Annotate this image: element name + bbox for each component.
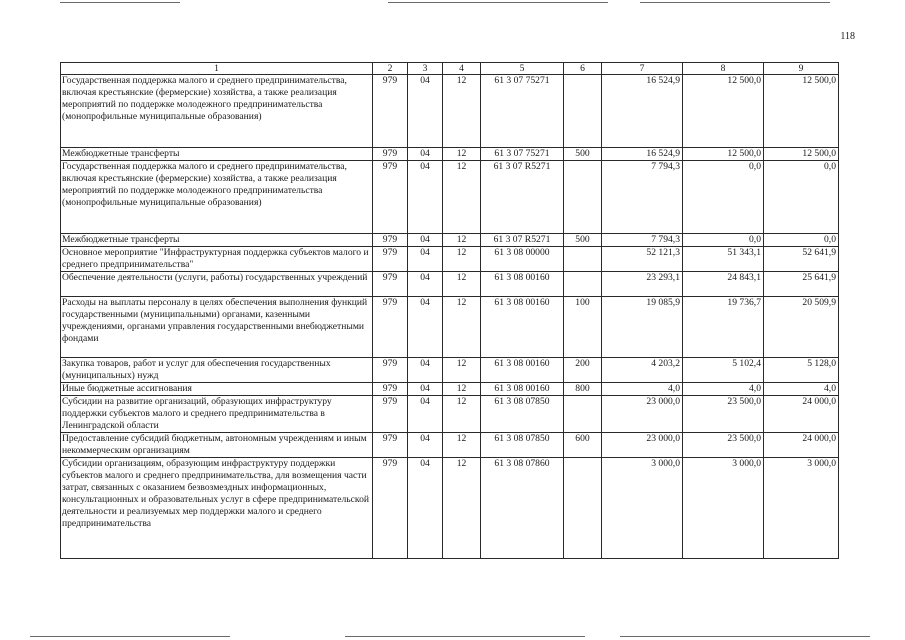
expense-type-cell [564, 161, 602, 234]
column-header: 3 [408, 63, 443, 75]
amount-year1-cell: 7 794,3 [602, 234, 683, 247]
amount-year2-cell: 3 000,0 [683, 458, 764, 559]
table-row [61, 247, 839, 272]
expense-type-cell: 500 [564, 148, 602, 161]
expense-name-cell: Субсидии организациям, образующим инфраструктуру поддержки субъектов малого и среднего предпринимательства, для возмещения части затрат, связанных с оказанием безвозмездных информационных, консультационных и образовательных услуг в сфере предпринимательской деятельности и реализуемых мер поддержки малого и среднего предпринимательства [61, 458, 373, 559]
ministry-code-cell: 979 [373, 358, 408, 383]
subsection-cell: 12 [443, 75, 481, 148]
expense-type-cell [564, 458, 602, 559]
column-header: 6 [564, 63, 602, 75]
amount-year3-cell: 25 641,9 [764, 272, 839, 297]
expense-name-cell: Обеспечение деятельности (услуги, работы) государственных учреждений [61, 272, 373, 297]
amount-year1-cell: 52 121,3 [602, 247, 683, 272]
subsection-cell: 12 [443, 396, 481, 433]
amount-year1-cell: 16 524,9 [602, 148, 683, 161]
ministry-code-cell: 979 [373, 433, 408, 458]
table-row [61, 148, 839, 161]
amount-year2-cell: 51 343,1 [683, 247, 764, 272]
ministry-code-cell: 979 [373, 383, 408, 396]
expense-name-cell: Расходы на выплаты персоналу в целях обеспечения выполнения функций государственными (муниципальными) органами, казенными учреждениями, органами управления государственными внебюджетными фондами [61, 297, 373, 358]
ministry-code-cell: 979 [373, 161, 408, 234]
ministry-code-cell: 979 [373, 75, 408, 148]
subsection-cell: 12 [443, 234, 481, 247]
expense-type-cell: 500 [564, 234, 602, 247]
expense-name-cell: Иные бюджетные ассигнования [61, 383, 373, 396]
table-row [61, 458, 839, 559]
ministry-code-cell: 979 [373, 458, 408, 559]
table-row [61, 234, 839, 247]
amount-year3-cell: 52 641,9 [764, 247, 839, 272]
expense-name-cell: Предоставление субсидий бюджетным, автономным учреждениям и иным некоммерческим организациям [61, 433, 373, 458]
amount-year2-cell: 19 736,7 [683, 297, 764, 358]
column-header: 5 [481, 63, 564, 75]
ministry-code-cell: 979 [373, 247, 408, 272]
amount-year3-cell: 0,0 [764, 161, 839, 234]
expense-type-cell: 100 [564, 297, 602, 358]
table-row [61, 297, 839, 358]
target-article-cell: 61 3 07 75271 [481, 75, 564, 148]
subsection-cell: 12 [443, 161, 481, 234]
amount-year3-cell: 12 500,0 [764, 75, 839, 148]
target-article-cell: 61 3 07 75271 [481, 148, 564, 161]
section-cell: 04 [408, 247, 443, 272]
section-cell: 04 [408, 161, 443, 234]
amount-year2-cell: 23 500,0 [683, 396, 764, 433]
amount-year3-cell: 24 000,0 [764, 396, 839, 433]
amount-year1-cell: 23 000,0 [602, 433, 683, 458]
expense-name-cell: Государственная поддержка малого и среднего предпринимательства, включая крестьянские (фермерские) хозяйства, а также реализация мероприятий по поддержке молодежного предпринимательства (монопрофильные муниципальные образования) [61, 161, 373, 234]
target-article-cell: 61 3 08 00000 [481, 247, 564, 272]
amount-year2-cell: 12 500,0 [683, 148, 764, 161]
table-row [61, 358, 839, 383]
expense-type-cell [564, 247, 602, 272]
target-article-cell: 61 3 08 00160 [481, 358, 564, 383]
expense-name-cell: Закупка товаров, работ и услуг для обеспечения государственных (муниципальных) нужд [61, 358, 373, 383]
subsection-cell: 12 [443, 148, 481, 161]
section-cell: 04 [408, 75, 443, 148]
expense-type-cell [564, 75, 602, 148]
expense-name-cell: Межбюджетные трансферты [61, 234, 373, 247]
amount-year1-cell: 7 794,3 [602, 161, 683, 234]
table-row [61, 433, 839, 458]
amount-year3-cell: 24 000,0 [764, 433, 839, 458]
section-cell: 04 [408, 148, 443, 161]
column-header: 7 [602, 63, 683, 75]
amount-year2-cell: 0,0 [683, 161, 764, 234]
subsection-cell: 12 [443, 433, 481, 458]
section-cell: 04 [408, 396, 443, 433]
scan-edge-line [30, 636, 230, 637]
scan-edge-line [640, 2, 830, 3]
table-row [61, 396, 839, 433]
expense-type-cell: 200 [564, 358, 602, 383]
subsection-cell: 12 [443, 247, 481, 272]
amount-year3-cell: 20 509,9 [764, 297, 839, 358]
table-row [61, 383, 839, 396]
amount-year2-cell: 4,0 [683, 383, 764, 396]
section-cell: 04 [408, 297, 443, 358]
column-header: 8 [683, 63, 764, 75]
ministry-code-cell: 979 [373, 234, 408, 247]
ministry-code-cell: 979 [373, 297, 408, 358]
target-article-cell: 61 3 08 00160 [481, 383, 564, 396]
section-cell: 04 [408, 358, 443, 383]
amount-year2-cell: 0,0 [683, 234, 764, 247]
amount-year2-cell: 24 843,1 [683, 272, 764, 297]
section-cell: 04 [408, 458, 443, 559]
amount-year3-cell: 12 500,0 [764, 148, 839, 161]
amount-year1-cell: 4,0 [602, 383, 683, 396]
amount-year1-cell: 19 085,9 [602, 297, 683, 358]
scan-edge-line [345, 636, 585, 637]
table-row [61, 75, 839, 148]
subsection-cell: 12 [443, 358, 481, 383]
expense-name-cell: Субсидии на развитие организаций, образующих инфраструктуру поддержки субъектов малого и среднего предпринимательства в Ленинградской области [61, 396, 373, 433]
budget-table [60, 62, 839, 559]
subsection-cell: 12 [443, 297, 481, 358]
table-header-row [61, 63, 839, 75]
amount-year1-cell: 23 293,1 [602, 272, 683, 297]
amount-year1-cell: 4 203,2 [602, 358, 683, 383]
subsection-cell: 12 [443, 272, 481, 297]
target-article-cell: 61 3 08 07850 [481, 396, 564, 433]
table-row [61, 161, 839, 234]
section-cell: 04 [408, 383, 443, 396]
amount-year3-cell: 4,0 [764, 383, 839, 396]
subsection-cell: 12 [443, 383, 481, 396]
subsection-cell: 12 [443, 458, 481, 559]
column-header: 2 [373, 63, 408, 75]
target-article-cell: 61 3 07 R5271 [481, 234, 564, 247]
amount-year3-cell: 3 000,0 [764, 458, 839, 559]
target-article-cell: 61 3 08 07860 [481, 458, 564, 559]
section-cell: 04 [408, 272, 443, 297]
amount-year1-cell: 16 524,9 [602, 75, 683, 148]
amount-year1-cell: 23 000,0 [602, 396, 683, 433]
column-header: 4 [443, 63, 481, 75]
expense-type-cell: 600 [564, 433, 602, 458]
column-header: 9 [764, 63, 839, 75]
target-article-cell: 61 3 08 07850 [481, 433, 564, 458]
section-cell: 04 [408, 433, 443, 458]
amount-year3-cell: 5 128,0 [764, 358, 839, 383]
amount-year2-cell: 12 500,0 [683, 75, 764, 148]
expense-name-cell: Основное мероприятие "Инфраструктурная поддержка субъектов малого и среднего предпринимательства" [61, 247, 373, 272]
expense-type-cell [564, 272, 602, 297]
scan-edge-line [388, 2, 608, 3]
ministry-code-cell: 979 [373, 148, 408, 161]
expense-name-cell: Государственная поддержка малого и среднего предпринимательства, включая крестьянские (фермерские) хозяйства, а также реализация мероприятий по поддержке молодежного предпринимательства (монопрофильные муниципальные образования) [61, 75, 373, 148]
table-row [61, 272, 839, 297]
expense-type-cell: 800 [564, 383, 602, 396]
ministry-code-cell: 979 [373, 396, 408, 433]
scan-edge-line [620, 636, 870, 637]
column-header: 1 [61, 63, 373, 75]
expense-name-cell: Межбюджетные трансферты [61, 148, 373, 161]
target-article-cell: 61 3 08 00160 [481, 272, 564, 297]
amount-year3-cell: 0,0 [764, 234, 839, 247]
expense-type-cell [564, 396, 602, 433]
page-number: 118 [840, 31, 855, 42]
section-cell: 04 [408, 234, 443, 247]
amount-year2-cell: 5 102,4 [683, 358, 764, 383]
target-article-cell: 61 3 07 R5271 [481, 161, 564, 234]
target-article-cell: 61 3 08 00160 [481, 297, 564, 358]
amount-year2-cell: 23 500,0 [683, 433, 764, 458]
scan-edge-line [60, 2, 180, 3]
amount-year1-cell: 3 000,0 [602, 458, 683, 559]
ministry-code-cell: 979 [373, 272, 408, 297]
